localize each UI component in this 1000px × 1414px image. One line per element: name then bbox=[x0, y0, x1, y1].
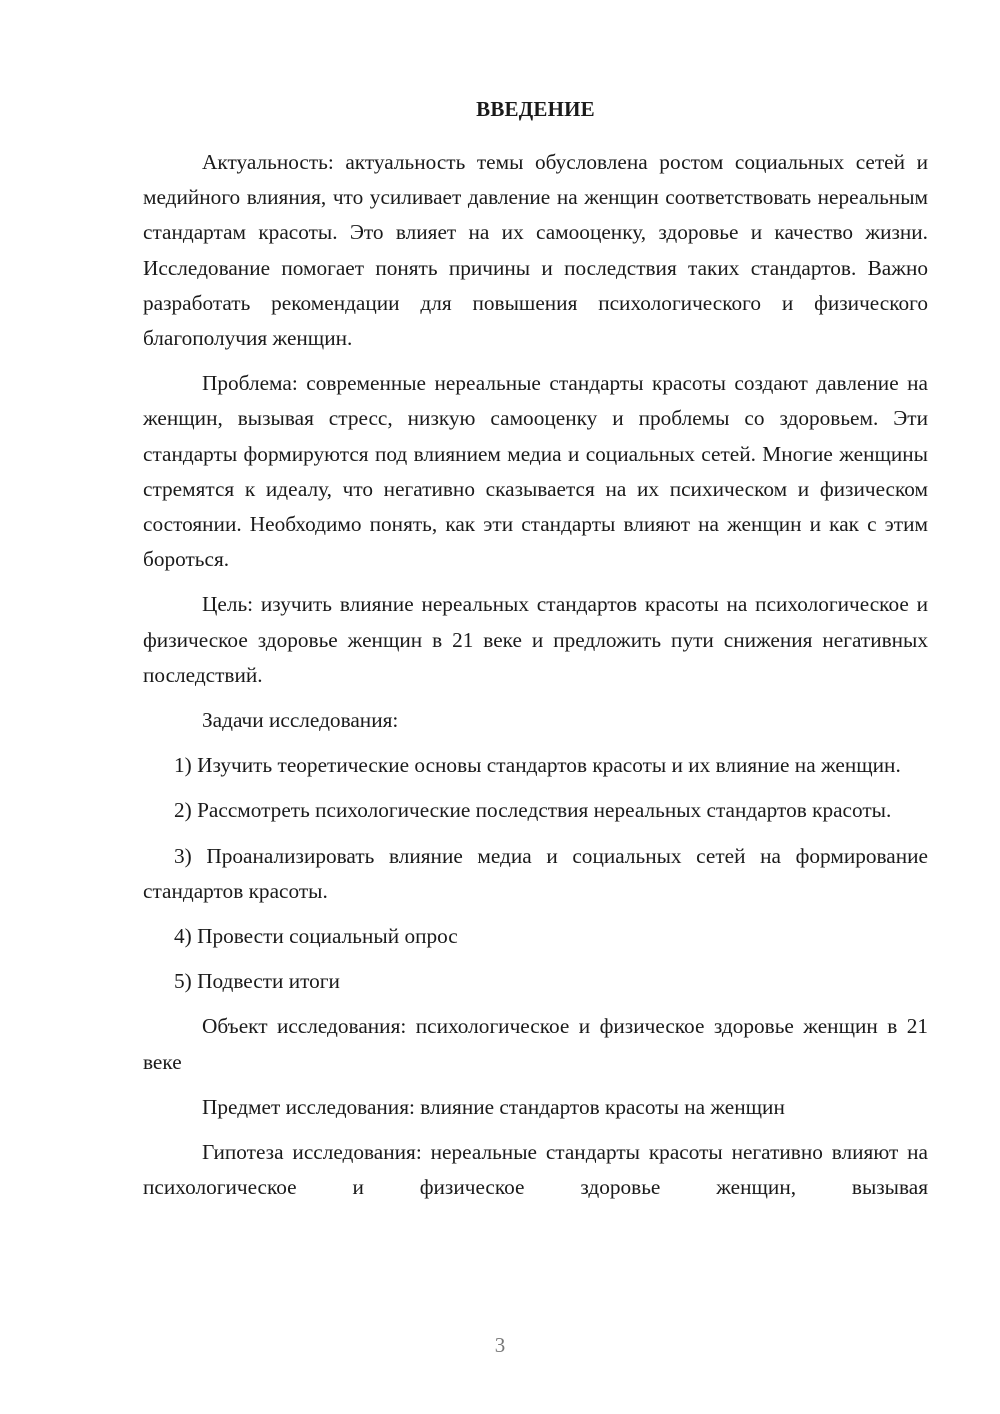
relevance-paragraph: Актуальность: актуальность темы обусловлена ростом социальных сетей и медийного влияния, что усиливает давление на женщин соответствовать нереальным стандартам красоты. Это влияет на их самооценку, здоровье и качество жизни. Исследование помогает понять причины и последствия таких стандартов. Важно разработать рекомендации для повышения психологического и физического благополучия женщин. bbox=[143, 150, 928, 351]
subject-paragraph: Предмет исследования: влияние стандартов красоты на женщин bbox=[202, 1094, 785, 1119]
task-item-4: 4) Провести социальный опрос bbox=[174, 924, 458, 949]
task-item-3: 3) Проанализировать влияние медиа и социальных сетей на формирование стандартов красоты. bbox=[143, 843, 928, 903]
section-heading: ВВЕДЕНИЕ bbox=[476, 97, 595, 121]
tasks-title: Задачи исследования: bbox=[202, 708, 399, 733]
page-number: 3 bbox=[494, 1333, 506, 1357]
task-item-1: 1) Изучить теоретические основы стандартов красоты и их влияние на женщин. bbox=[174, 753, 901, 778]
hypothesis-paragraph: Гипотеза исследования: нереальные стандарты красоты негативно влияют на психологическое и физическое здоровье женщин, вызывая bbox=[143, 1140, 928, 1200]
goal-paragraph: Цель: изучить влияние нереальных стандартов красоты на психологическое и физическое здоровье женщин в 21 веке и предложить пути снижения негативных последствий. bbox=[143, 592, 928, 687]
problem-paragraph: Проблема: современные нереальные стандарты красоты создают давление на женщин, вызывая стресс, низкую самооценку и проблемы со здоровьем. Эти стандарты формируются под влиянием медиа и социальных сетей. Многие женщины стремятся к идеалу, что негативно сказывается на их психическом и физическом состоянии. Необходимо понять, как эти стандарты влияют на женщин и как с этим бороться. bbox=[143, 371, 928, 572]
object-paragraph: Объект исследования: психологическое и физическое здоровье женщин в 21 веке bbox=[143, 1014, 928, 1074]
task-item-5: 5) Подвести итоги bbox=[174, 969, 340, 994]
document-page bbox=[143, 92, 928, 1215]
task-item-2: 2) Рассмотреть психологические последствия нереальных стандартов красоты. bbox=[174, 798, 892, 823]
